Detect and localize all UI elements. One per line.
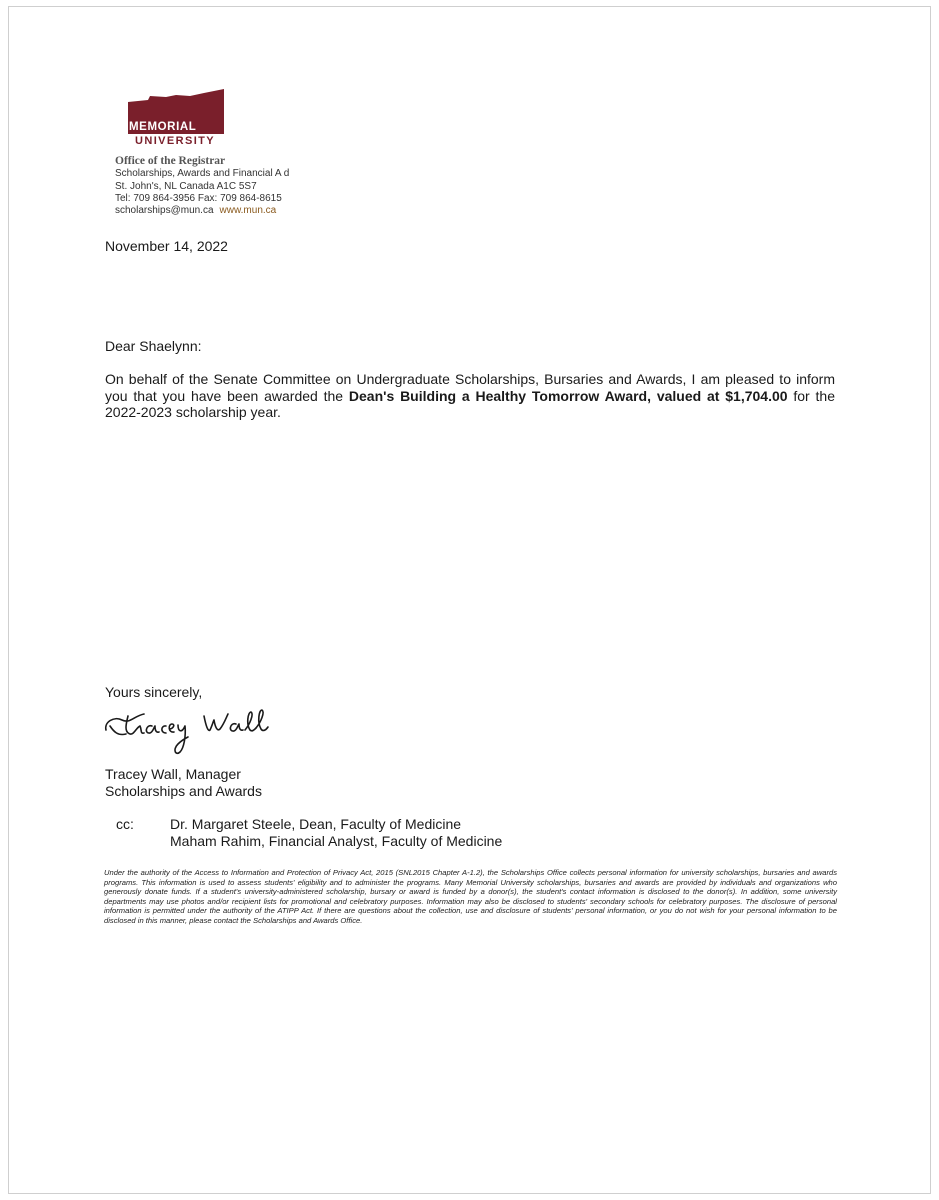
letterhead-details [115, 155, 289, 217]
cc-list [170, 816, 502, 850]
office-contact-line [115, 205, 289, 217]
logo-wordmark-bottom: UNIVERSITY [135, 135, 216, 147]
office-address: St. John's, NL Canada A1C 5S7 [115, 180, 257, 192]
office-name: Office of the Registrar [115, 155, 226, 167]
signer-block [105, 766, 262, 800]
department-name: Scholarships, Awards and Financial A d [115, 168, 290, 180]
signer-title: Scholarships and Awards [105, 783, 262, 799]
body-outro: for the 2022-2023 scholarship year. [105, 387, 835, 420]
handwritten-signature [100, 702, 280, 768]
award-name-and-value: Dean's Building a Healthy Tomorrow Award, valued at $1,704.00 [348, 387, 788, 404]
privacy-notice: Under the authority of the Access to Information and Protection of Privacy Act, 2015 (SNL2015 Chapter A-1.2), the Scholarships Office collects personal information for university scholarships, bursaries and awards programs. This information is used to assess students' eligibility and to administer the programs. Many Memorial University scholarships, bursaries and awards are provided by individuals and organizations who generously donate funds. If a student's university-administered scholarship, bursary or award is funded by a donor(s), the student's contact information is disclosed to the donor(s). In addition, some university departments may use photos and/or recipient lists for promotional and celebratory purposes. Information may also be disclosed to students' secondary schools for celebratory purposes. The disclosure of personal information is permitted under the authority of the ATIPP Act. If there are questions about the collection, use and disclosure of students' personal information, or you do not wish for your personal information to be disclosed in this manner, please contact the Scholarships and Awards Office. [104, 868, 837, 925]
body-intro: On behalf of the Senate Committee on Undergraduate Scholarships, Bursaries and Awards, I am pleased to inform you that you have been awarded the [105, 371, 835, 404]
office-phone-fax: Tel: 709 864-3956 Fax: 709 864-8615 [115, 192, 282, 204]
letter-closing: Yours sincerely, [105, 684, 203, 700]
letter-date: November 14, 2022 [105, 238, 228, 254]
cc-recipient: Maham Rahim, Financial Analyst, Faculty of Medicine [170, 833, 503, 849]
letter-salutation: Dear Shaelynn: [105, 338, 202, 354]
cc-label: cc: [116, 816, 134, 832]
office-website[interactable]: www.mun.ca [219, 205, 277, 217]
memorial-university-logo [126, 86, 228, 148]
office-email[interactable]: scholarships@mun.ca [115, 205, 214, 217]
signer-name: Tracey Wall, Manager [105, 766, 241, 782]
cc-recipient: Dr. Margaret Steele, Dean, Faculty of Medicine [170, 816, 462, 832]
letter-body [105, 371, 835, 421]
logo-wordmark-top: MEMORIAL [129, 121, 197, 133]
